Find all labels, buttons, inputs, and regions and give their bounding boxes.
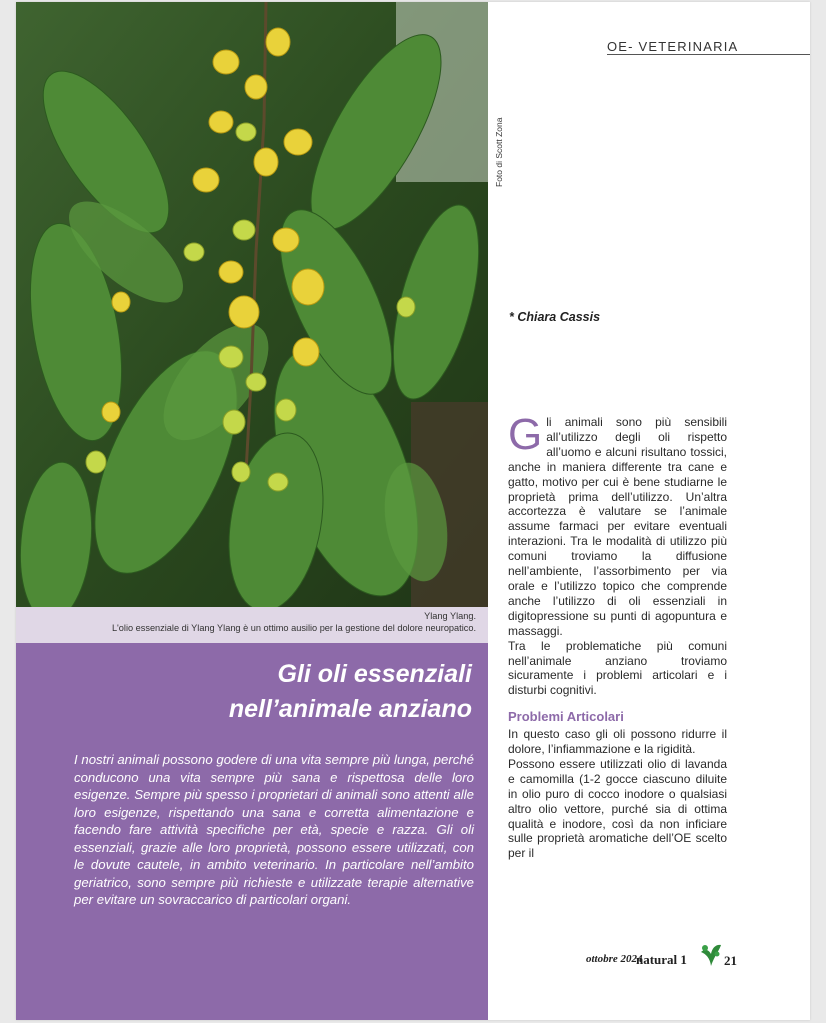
article-body — [508, 410, 727, 861]
ylang-ylang-photo — [16, 2, 488, 607]
leaf-logo-icon — [699, 942, 723, 973]
paragraph-1: Gli animali sono più sensibili all’utilizzo degli oli rispetto all’uomo e alcuni risultano tossici, anche in maniera differente tra cane e gatto, motivo per cui è bene studiarne le proprietà prima dell’utilizzo. Un’altra accortezza è valutare se l’animale assume farmaci per evitare eventuali interazioni. Tra le modalità di utilizzo più comuni troviamo la diffusione nell’ambiente, l’assorbimento per via orale e l’utilizzo topico che comprende anche l’utilizzo di oli essenziali in digitopressione su punti di agopuntura e massaggi. — [508, 410, 727, 638]
magazine-page — [16, 2, 810, 1020]
subheading-problemi-articolari: Problemi Articolari — [508, 709, 624, 725]
caption-title: Ylang Ylang. — [424, 611, 476, 621]
intro-box — [16, 643, 488, 1020]
magazine-brand: natural 1 — [636, 952, 687, 967]
caption-text: L'olio essenziale di Ylang Ylang è un ottimo ausilio per la gestione del dolore neuropatico. — [111, 623, 476, 633]
paragraph-3: In questo caso gli oli possono ridurre il dolore, l’infiammazione e la rigidità. — [508, 727, 727, 757]
paragraph-4: Possono essere utilizzati olio di lavanda e camomilla (1-2 gocce ciascuno diluite in olio puro di cocco inodore o qualsiasi altro olio vettore, purché sia di ottima qualità e inodore, così da non inficiare sulle proprietà aromatiche dell’OE scelto per il — [508, 756, 727, 861]
paragraph-2: Tra le problematiche più comuni nell’animale anziano troviamo sicuramente i problemi articolari e i disturbi cognitivi. — [508, 638, 727, 698]
article-title: Gli oli essenziali nell’animale anziano — [228, 660, 472, 723]
section-divider — [607, 54, 810, 55]
issue-date: ottobre 2024 — [586, 953, 643, 965]
author-byline: * Chiara Cassis — [509, 310, 601, 324]
page-number: 21 — [724, 953, 737, 968]
photo-credit: Foto di Scott Zona — [494, 117, 504, 187]
article-intro: I nostri animali possono godere di una vita sempre più lunga, perché conducono una vita sempre più sana e rispettosa delle loro esigenze. Sempre più spesso i proprietari di animali sono attenti alle loro esigenze, rispettando una sana e corretta alimentazione e facendo fare attività specifiche per età, specie e razza. Gli oli essenziali, grazie alle loro proprietà, possono essere utilizzati, con le dovute cautele, in ambito veterinario. In particolare nell’ambito geriatrico, sono sempre più richieste e utilizzate terapie alternative per evitare un sovraccarico di particolari organi. — [74, 752, 474, 907]
drop-cap: G — [508, 410, 543, 459]
section-label: OE- VETERINARIA — [607, 39, 739, 54]
photo-caption — [16, 607, 488, 643]
